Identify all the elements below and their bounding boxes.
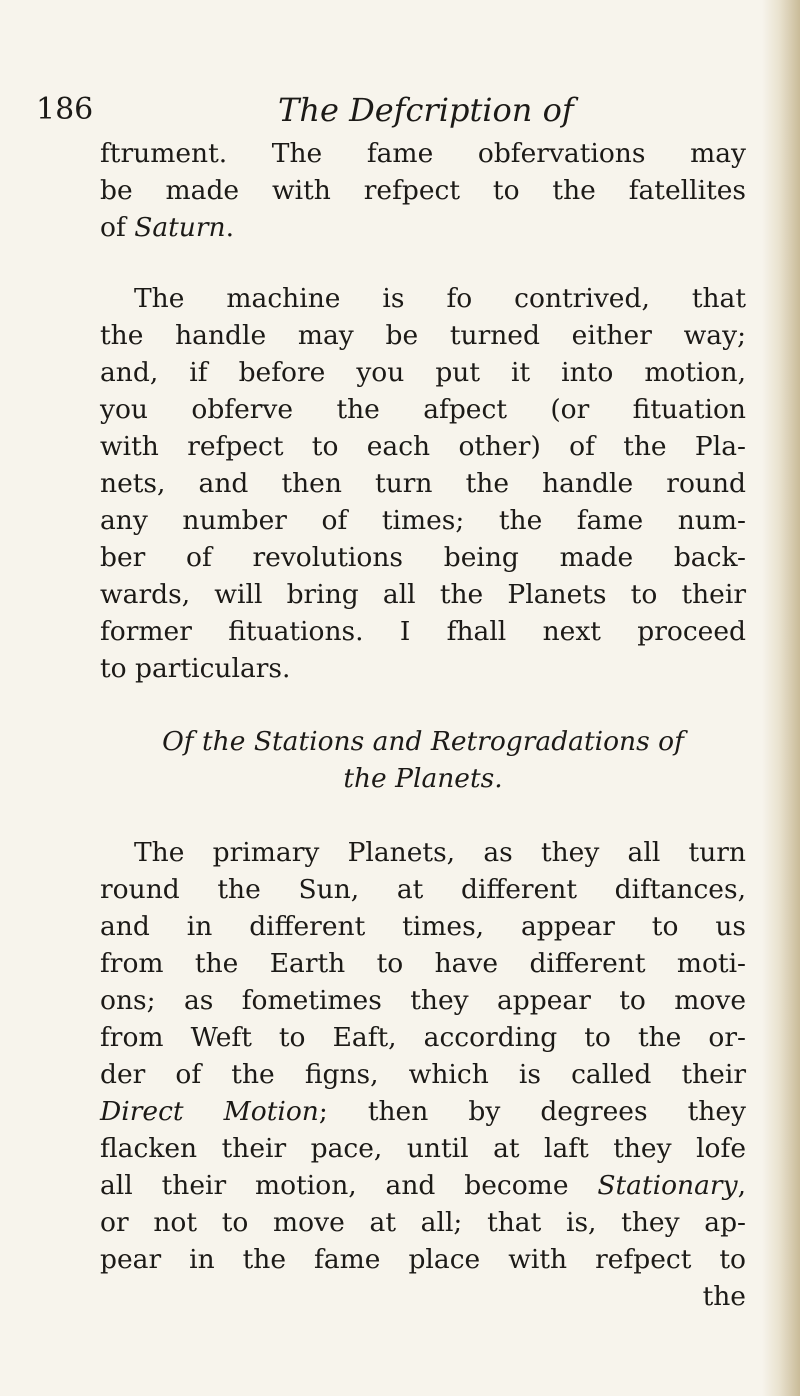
section-heading: the Planets. [343, 763, 503, 794]
text-line: Direct Motion; then by degrees they [100, 1096, 746, 1127]
text-line: The primary Planets, as they all turn [134, 837, 746, 868]
text-line: be made with refpect to the fatellites [100, 175, 746, 206]
text-line: to particulars. [100, 653, 291, 684]
text-line: all their motion, and become Stationary, [100, 1170, 746, 1201]
text-line: of Saturn. [100, 212, 235, 243]
text-line: with refpect to each other) of the Pla- [100, 431, 746, 462]
text-line: wards, will bring all the Planets to their [100, 579, 746, 610]
running-title: The Defcription of [278, 91, 574, 129]
text-line: you obferve the afpect (or fituation [100, 394, 746, 425]
text-line: round the Sun, at different diftances, [100, 874, 746, 905]
text-line: flacken their pace, until at laft they lofe [100, 1133, 746, 1164]
section-heading: Of the Stations and Retrogradations of [162, 726, 684, 757]
text-line: former fituations. I fhall next proceed [100, 616, 746, 647]
text-line: from Weft to Eaft, according to the or- [100, 1022, 746, 1053]
text-line: nets, and then turn the handle round [100, 468, 746, 499]
text-line: ons; as fometimes they appear to move [100, 985, 746, 1016]
catchword: the [702, 1281, 746, 1312]
page-number: 186 [36, 92, 94, 127]
text-line: the handle may be turned either way; [100, 320, 746, 351]
italic-term: Saturn [134, 212, 226, 243]
text-line: any number of times; the fame num- [100, 505, 746, 536]
text-line: pear in the fame place with refpect to [100, 1244, 746, 1275]
text-line: ftrument. The fame obfervations may [100, 138, 746, 169]
text-line: and in different times, appear to us [100, 911, 746, 942]
italic-term: Direct Motion [100, 1096, 319, 1127]
italic-term: Stationary [597, 1170, 738, 1201]
text-line: or not to move at all; that is, they ap- [100, 1207, 746, 1238]
text-line: der of the figns, which is called their [100, 1059, 746, 1090]
text-line: and, if before you put it into motion, [100, 357, 746, 388]
text-line: ber of revolutions being made back- [100, 542, 746, 573]
text-line: The machine is fo contrived, that [134, 283, 746, 314]
text-line: from the Earth to have different moti- [100, 948, 746, 979]
